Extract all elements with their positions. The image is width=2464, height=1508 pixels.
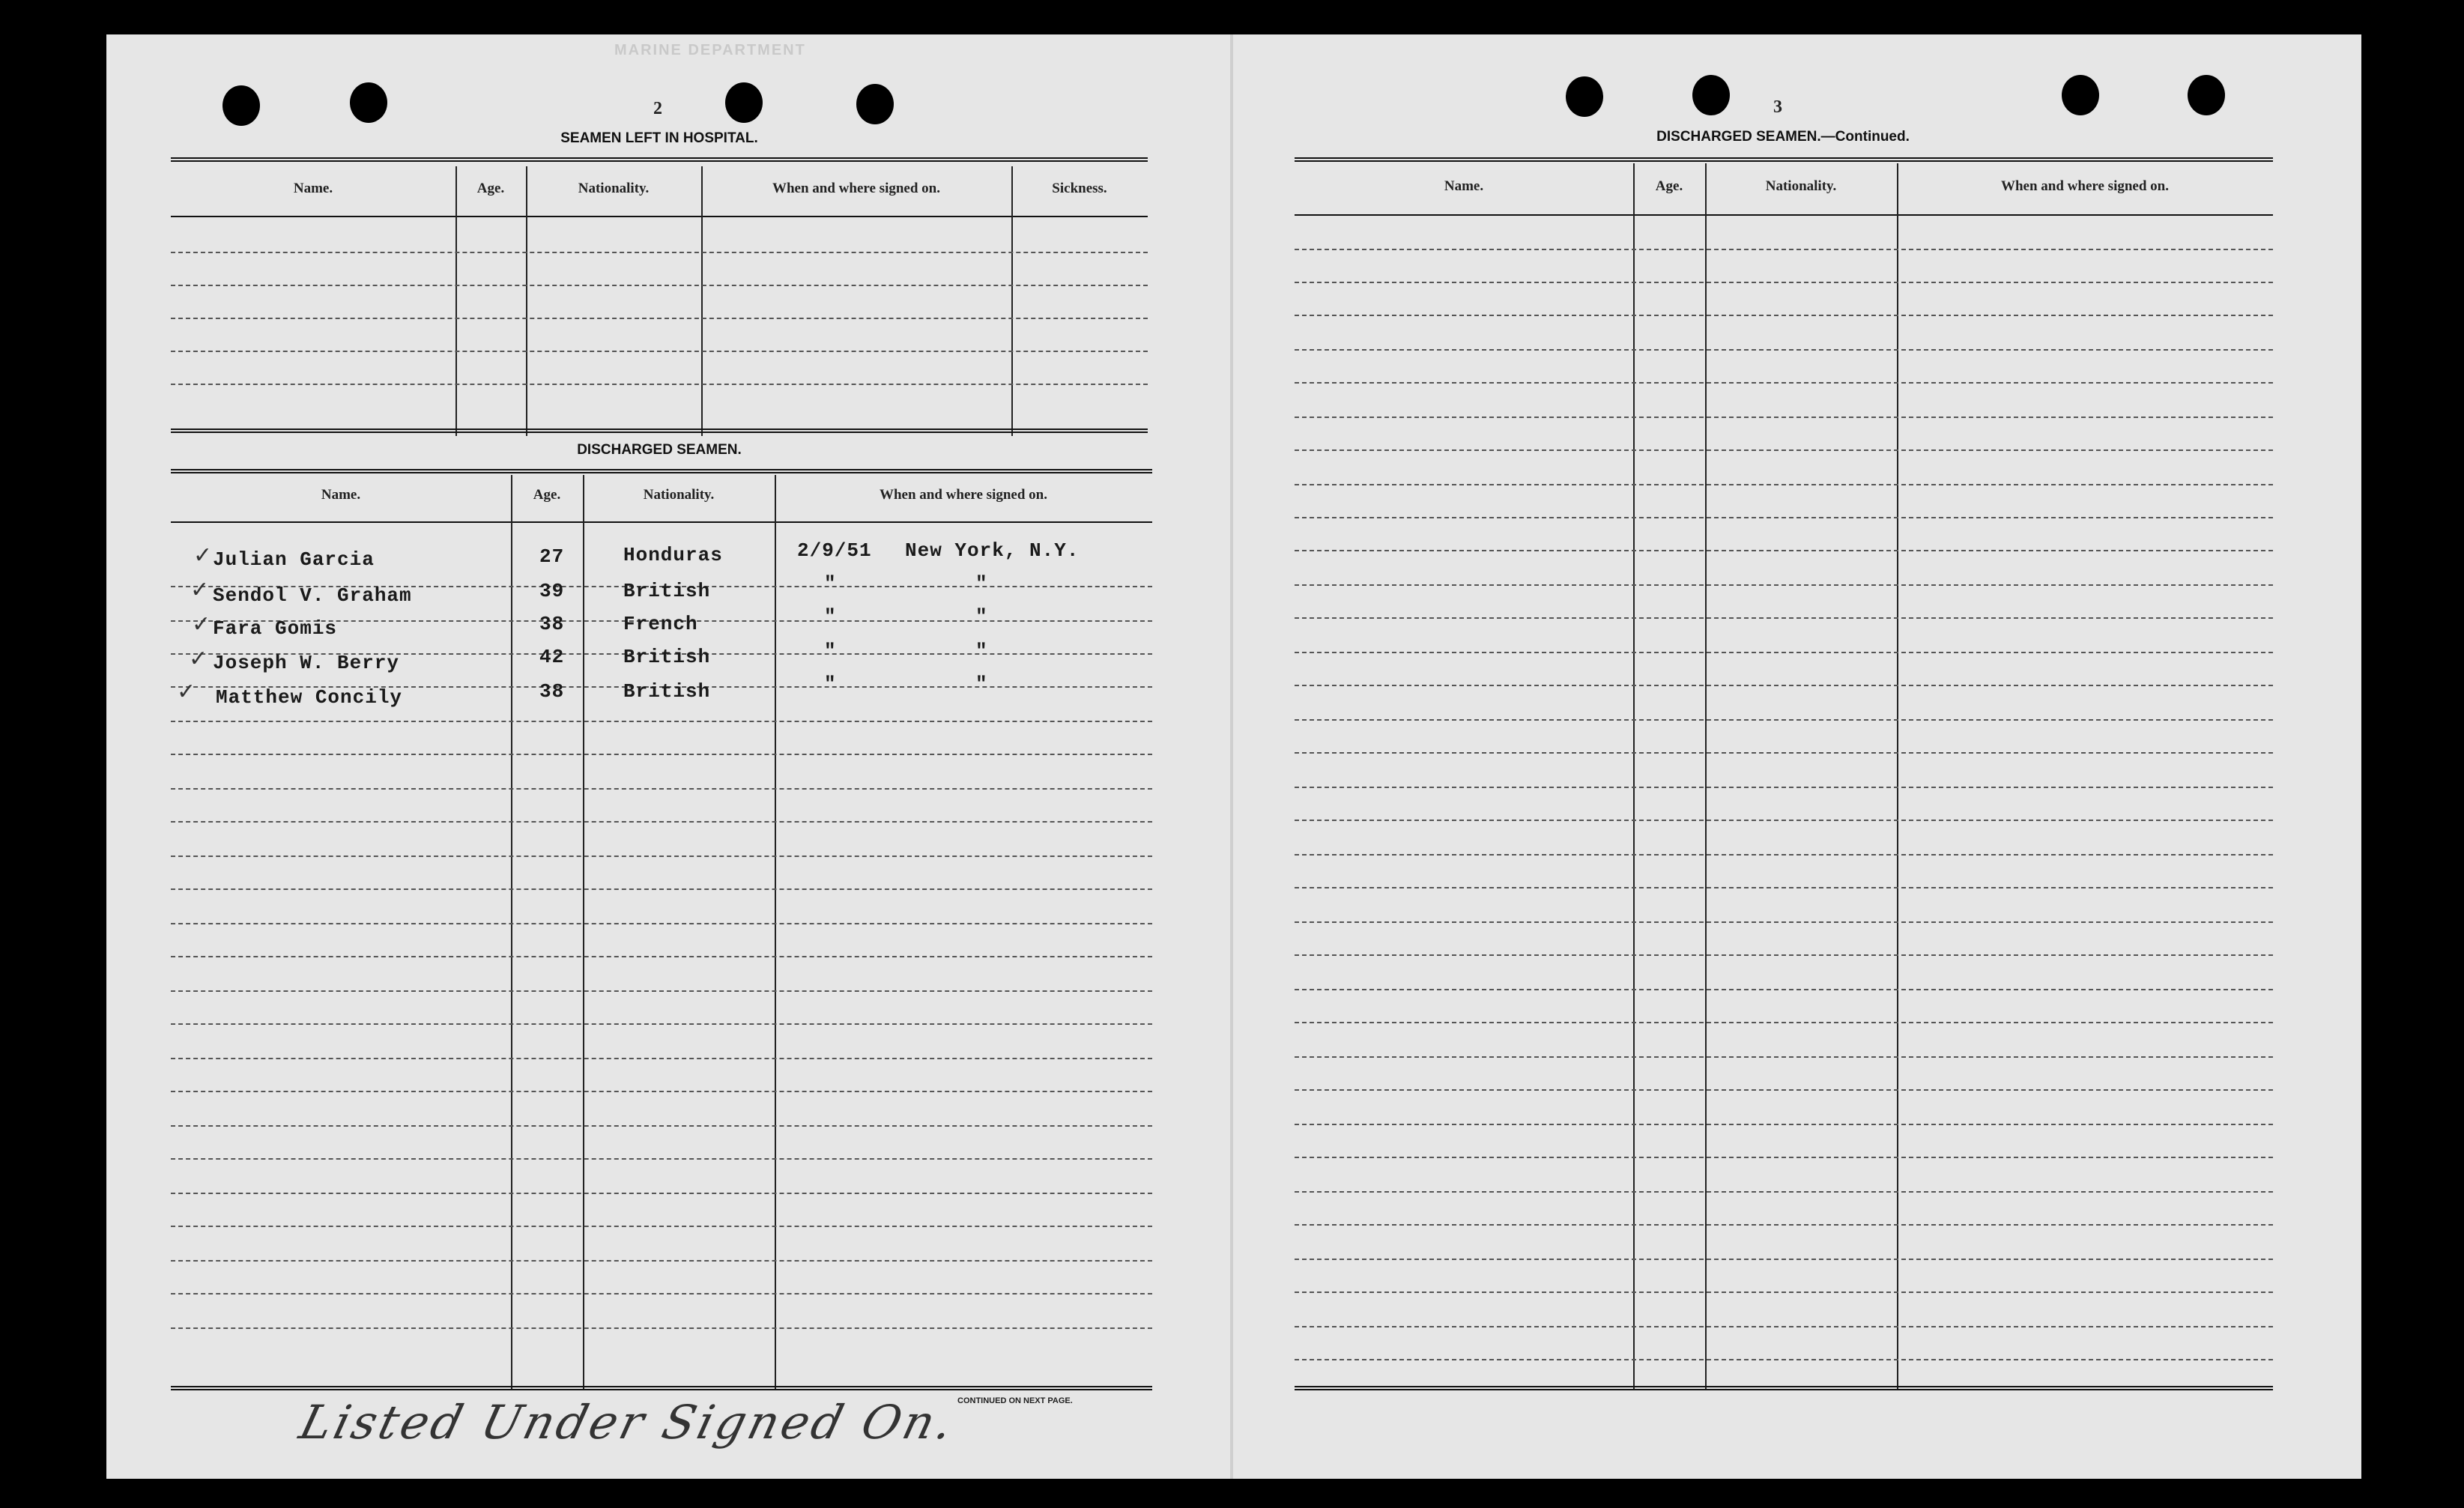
signed-on-place: " xyxy=(975,605,988,628)
faint-stamp: MARINE DEPARTMENT xyxy=(614,42,806,58)
seaman-name: Matthew Concily xyxy=(216,686,403,709)
seaman-nationality: British xyxy=(623,646,711,668)
right-col-age: Age. xyxy=(1655,178,1683,194)
punch-hole xyxy=(1692,75,1730,115)
signed-on-date: 2/9/51 xyxy=(797,539,872,562)
discharged-col-nationality: Nationality. xyxy=(643,487,715,503)
hospital-table xyxy=(171,157,1148,434)
signed-on-date: " xyxy=(824,640,837,662)
hospital-section-title: SEAMEN LEFT IN HOSPITAL. xyxy=(560,130,758,146)
signed-on-place: New York, N.Y. xyxy=(905,539,1080,562)
signed-on-place: " xyxy=(975,673,988,695)
punch-hole xyxy=(2062,75,2099,115)
hospital-col-signed-on: When and where signed on. xyxy=(772,181,940,196)
signed-on-place: " xyxy=(975,640,988,662)
seaman-nationality: British xyxy=(623,680,711,703)
discharged-table-right xyxy=(1295,157,2273,1393)
seaman-name: Fara Gomis xyxy=(213,617,338,640)
seaman-age: 38 xyxy=(539,680,565,703)
hospital-col-name: Name. xyxy=(293,181,333,196)
punch-hole xyxy=(856,84,894,124)
right-col-signed-on: When and where signed on. xyxy=(2000,178,2169,194)
discharged-col-age: Age. xyxy=(533,487,561,503)
seaman-name: Joseph W. Berry xyxy=(213,652,400,674)
seaman-nationality: Honduras xyxy=(623,544,723,566)
discharged-table-left xyxy=(171,469,1152,1395)
seaman-age: 27 xyxy=(539,545,565,568)
right-col-nationality: Nationality. xyxy=(1765,178,1837,194)
signed-on-place: " xyxy=(975,572,988,595)
page-fold xyxy=(1230,34,1233,1479)
right-col-name: Name. xyxy=(1444,178,1484,194)
seaman-age: 42 xyxy=(539,646,565,668)
check-mark-icon: ✓ xyxy=(190,577,210,603)
seaman-nationality: French xyxy=(623,613,698,635)
discharged-col-name: Name. xyxy=(321,487,361,503)
signed-on-date: " xyxy=(824,605,837,628)
discharged-section-title: DISCHARGED SEAMEN. xyxy=(577,442,742,458)
page-number-left: 2 xyxy=(653,99,662,118)
check-mark-icon: ✓ xyxy=(193,542,213,569)
signed-on-date: " xyxy=(824,572,837,595)
punch-hole xyxy=(223,85,260,126)
check-mark-icon: ✓ xyxy=(189,646,208,672)
seaman-nationality: British xyxy=(623,580,711,602)
hospital-col-nationality: Nationality. xyxy=(578,181,650,196)
check-mark-icon: ✓ xyxy=(177,679,196,705)
handwritten-note: Listed Under Signed On. xyxy=(294,1395,962,1450)
check-mark-icon: ✓ xyxy=(192,611,211,638)
right-section-title: DISCHARGED SEAMEN.—Continued. xyxy=(1656,129,1910,145)
discharged-col-signed-on: When and where signed on. xyxy=(879,487,1047,503)
punch-hole xyxy=(725,82,763,123)
punch-hole xyxy=(2188,75,2225,115)
seaman-age: 39 xyxy=(539,580,565,602)
punch-hole xyxy=(1566,76,1603,117)
punch-hole xyxy=(350,82,387,123)
hospital-col-sickness: Sickness. xyxy=(1052,181,1107,196)
seaman-name: Julian Garcia xyxy=(213,548,375,571)
continued-note: CONTINUED ON NEXT PAGE. xyxy=(957,1396,1073,1405)
seaman-age: 38 xyxy=(539,613,565,635)
signed-on-date: " xyxy=(824,673,837,695)
seaman-name: Sendol V. Graham xyxy=(213,584,412,607)
page-number-right: 3 xyxy=(1773,97,1782,117)
hospital-col-age: Age. xyxy=(476,181,505,196)
